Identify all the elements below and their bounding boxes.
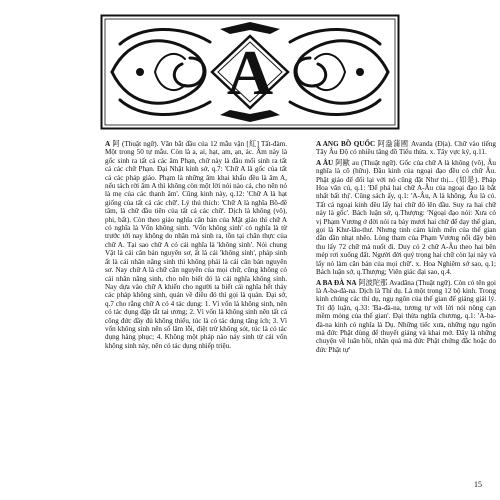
right-column <box>316 140 496 356</box>
entry-a-ang-bo-quoc <box>316 140 496 157</box>
entry-head: A BA ĐÀ NA <box>316 278 357 287</box>
entry-text: Avanda (Địa). Chữ vào tiếng Tây Âu Độ có nhiều tăng đồ Tiểu thừa. x. Tây vực ký, q.11. <box>316 140 496 157</box>
entry-text: (Thuật ngữ). Văn bắt đầu của 12 mẫu vận [紅] Tất-đàm. Một trong 50 tự mẫu. Còn là a, ai, hạt, am, ạn, ác. Âm này là gốc sinh ra tất cả các âm Phạn, chữ này là đầu mối sinh ra tất cả các chữ Phạn. Đại Nhật kinh sớ, q.7: 'Chữ A là gốc của tất cả các pháp giáo. Phạm là những âm khai khẩu đều là âm A, nếu tách rời âm A thì không còn một lời nói nào cả, cho nên nó là mẹ của các thanh âm'. Cũng kinh này, q.12: 'Chữ A là hạt giống của tất cả các chữ'. Lý thú thích: 'Chữ A là nghĩa Bồ-đề tâm, là chữ đầu tiên của tất cả các chữ'. Dịch là không (vô), phi, bất). Còn theo giáo nghĩa căn bản của Mật giáo thì chữ A có nghĩa là Vốn không sinh. 'Vốn không sinh' có nghĩa là từ trước tới nay không do nhân mà sinh ra, tồn tại chân thực của chữ A. Tại sao chữ A có cái nghĩa là 'không sinh'. Nói chung Vật là cái căn bản nguyên sơ, ất là cái 'không sinh', pháp sinh ất là cái nhân năng sinh thì không phải là cái căn bản nguyên sơ. Nay chữ A là chữ căn nguyên của mọi chữ, cũng không có cái nhân năng sinh, cho nên biết đó là cái nghĩa không sinh. Nay dựa vào chữ A khiến cho người ta biết cái nghĩa hết thảy các pháp không sinh, quán về điều đó thì gọi là quán. Đại sớ, q.7 cho rằng chữ A có 4 tác dụng: 1. Vì vốn là không sinh, nên có tác dụng đập tắt tai ương; 2. Vì vốn là không sinh nên tất cả công đức đầy đủ không thiếu, túc là có tác dụng tăng ích; 3. Vì vốn không sinh nên số lâm lỗi, diệt trừ không sót, túc là có tác dụng hàng phục; 4. Không một pháp nào nảy sinh từ cái vốn không sinh này, nên có tác dụng nhiếp triệu. <box>105 140 287 350</box>
capital-letter: A <box>226 37 274 108</box>
entry-a-ba-da-na <box>316 279 496 355</box>
entry-cjk: 阿 <box>112 140 120 148</box>
entry-a <box>105 140 287 350</box>
entry-text: Avadāna (Thuật ngữ). Còn có tên gọi là A-ba-đà-na. Dịch là Thí dụ. Là một trong 12 bộ kinh. Trong kinh chúng các thí dụ, ngụ ngôn của thế gian để giảng giải lý. Trí độ luận, q.33: 'Ba-đà-na, tương tự với lời nói nông cạn mềm mỏng của thế gian'. Đại thừa nghĩa chương, q.1: 'A-ba-đà-na kinh có nghĩa là Dụ. Những tiếc xưa, những ngụ ngôn mà đức Phật dùng để thuyết giảng và khai mở. Đây là những chuyện về luân hồi, nhân quả mà đức Phật chứng đắc hoặc do đức Phật tự' <box>316 278 496 354</box>
left-column <box>105 140 287 352</box>
ornament-banner <box>100 14 400 130</box>
entry-cjk: 阿波陀那 <box>358 278 388 287</box>
entry-head: A ÂU <box>316 158 334 167</box>
entry-head: A <box>105 140 111 148</box>
entry-cjk: 阿盎蒲國 <box>377 140 409 148</box>
entry-head: A ANG BỒ QUỐC <box>316 140 376 148</box>
page-number: 15 <box>474 480 482 489</box>
entry-cjk: 阿歐 <box>335 158 351 167</box>
entry-text: au (Thuật ngữ). Gốc của chữ A là không (vô), Âu nghĩa là cõ (hữu). Đầu kinh của ngoại đạo đều có chữ Âu. Phật giáo để đối lại với nó cũng đặt Như thị... (如是). Pháp Hoa văn cú, q.1: 'Để phá hai chữ A-Âu của ngoại đạo là bắt nhất bất thị'. Cũng sách ấy, q.1: 'A-Âu, A là không, Âu là có. Tất cả ngoại kinh đều lấy hai chữ đó lên đầu. Suy ra hai chữ này là gốc'. Bách luận sớ, q.Thượng: 'Ngoại đạo nói: Xưa có vị Phạm Vương ở đời nói ra bảy mươi hai chữ để dạy thế gian, gọi là Khư-lâu-thư. Nhưng tinh cảm kính mến của thế gian dần dần nhạt nhẽo. Lòng tham của Phạm Vương nổi dậy bèn thu lấy 72 chữ mà nuốt đi. Duy có 2 chữ A-Âu theo hai bên mép rơi xuống đất. Người đời quý trọng hai chữ còn lại này và lấy nó làm căn bản của mọi chữ'. x. Hoa Nghiêm sớ sao, q.1; Bách luận sớ, q.Thượng; Viên giác đại sao, q.4. <box>316 158 496 277</box>
entry-a-au <box>316 159 496 277</box>
